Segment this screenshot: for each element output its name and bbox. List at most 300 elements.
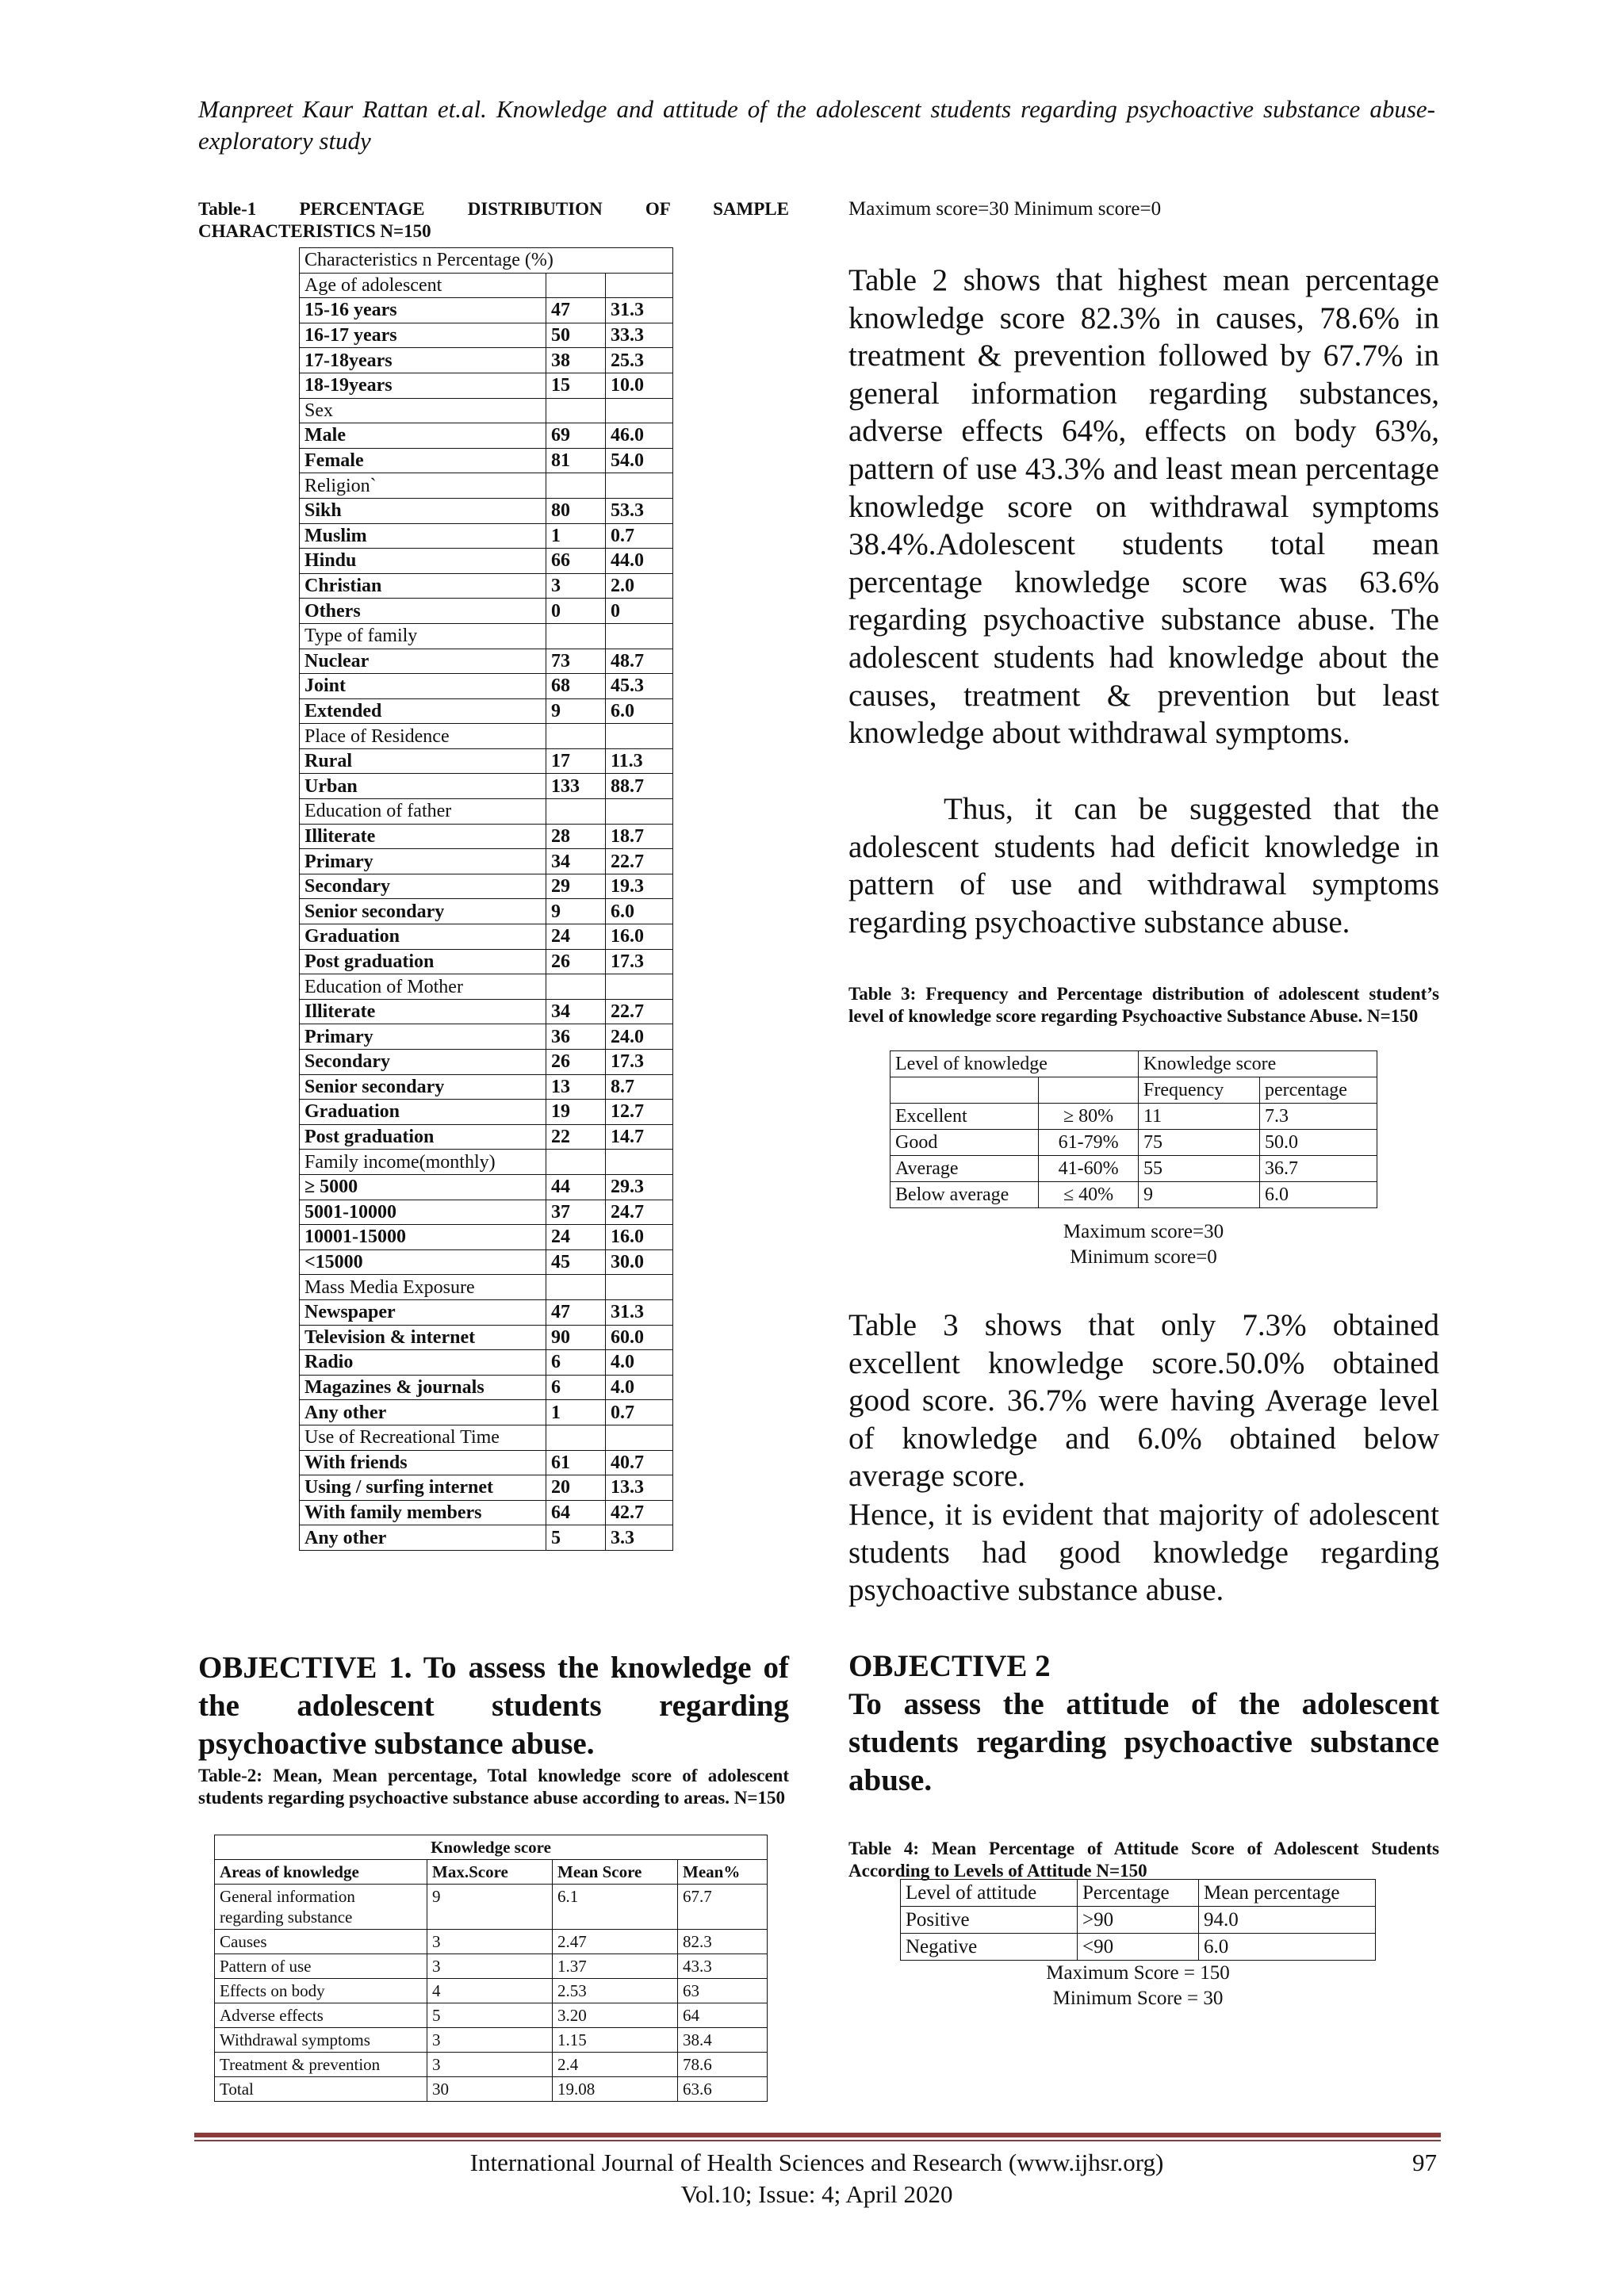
table1-label: Post graduation [300,949,546,974]
score-note: Maximum score=30 Minimum score=0 [848,198,1162,220]
table2-cell: Treatment & prevention [215,2053,427,2077]
table1-label: 10001-15000 [300,1225,546,1250]
table1-percent [606,1425,673,1450]
table2-group-header: Knowledge score [215,1835,768,1860]
table4-row [901,1934,1376,1961]
table1-label: Religion` [300,473,546,499]
table1-row [300,698,673,724]
table1-percent: 53.3 [606,498,673,523]
table1-row [300,549,673,574]
table2-header: Mean Score [553,1860,678,1885]
table2-cell: 1.15 [553,2028,678,2053]
table1-label: Others [300,599,546,624]
table1-row [300,824,673,849]
table1-label: Mass Media Exposure [300,1275,546,1300]
table1-n: 1 [546,523,606,549]
table2-cell: 6.1 [553,1885,678,1930]
table1-row [300,599,673,624]
table1-label: Type of family [300,623,546,649]
table3-cell: 36.7 [1260,1156,1377,1182]
table1-n [546,724,606,749]
table2-cell: 43.3 [678,1954,768,1979]
table1-percent [606,398,673,423]
table1-n: 36 [546,1024,606,1050]
table2-row [215,2053,768,2077]
table1-percent: 45.3 [606,674,673,699]
table1-row [300,1050,673,1075]
table2-cell: 63 [678,1979,768,2003]
table2-cell: 78.6 [678,2053,768,2077]
table1-n: 19 [546,1100,606,1125]
table1-percent: 33.3 [606,323,673,348]
table1-percent: 24.0 [606,1024,673,1050]
table1-n: 68 [546,674,606,699]
table2-cell: 30 [427,2077,553,2102]
table2-row [215,2077,768,2102]
table1-n: 24 [546,924,606,950]
table1-n: 6 [546,1350,606,1376]
table4-header: Level of attitude [901,1880,1078,1907]
table1-row [300,899,673,924]
table1-n [546,1275,606,1300]
table1-percent: 4.0 [606,1350,673,1376]
table1-row [300,1150,673,1175]
table1-percent: 16.0 [606,924,673,950]
table1-n: 34 [546,999,606,1024]
table1-n: 17 [546,748,606,774]
table1-n: 64 [546,1500,606,1525]
table1-n [546,799,606,825]
table3-cell: 61-79% [1039,1130,1139,1156]
table1-label: Christian [300,573,546,599]
table1-row [300,1400,673,1425]
table3-cell: ≥ 80% [1039,1104,1139,1130]
table2-cell: Pattern of use [215,1954,427,1979]
table1-n: 47 [546,1299,606,1325]
table4-cell: >90 [1078,1907,1199,1934]
table1-row [300,498,673,523]
table4-cell: Positive [901,1907,1078,1934]
table1-label: <15000 [300,1249,546,1275]
table2-cell: 1.37 [553,1954,678,1979]
table1-n: 28 [546,824,606,849]
table1-n: 80 [546,498,606,523]
table1-row [300,1174,673,1200]
table1-percent: 31.3 [606,298,673,323]
table1-percent: 42.7 [606,1500,673,1525]
table1-percent: 48.7 [606,649,673,674]
table1-row [300,573,673,599]
table1-label: Education of Mother [300,974,546,1000]
table1-label: Muslim [300,523,546,549]
table1-label: Radio [300,1350,546,1376]
table1-label: 5001-10000 [300,1200,546,1225]
table2-cell: 19.08 [553,2077,678,2102]
table2-cell: 9 [427,1885,553,1930]
table2 [214,1835,768,2102]
table1-row [300,423,673,449]
table4-row [901,1907,1376,1934]
table2-cell: 5 [427,2003,553,2028]
table1-n: 29 [546,874,606,899]
table1-row [300,774,673,799]
table1-n: 34 [546,849,606,874]
table1-row [300,1350,673,1376]
objective1-heading: OBJECTIVE 1. To assess the knowledge of the adolescent students regarding psychoactive substance abuse. [198,1651,789,1761]
paragraph: Table 2 shows that highest mean percentage knowledge score 82.3% in causes, 78.6% in treatment & prevention followed by 67.7% in general information regarding substances, adverse effects 64%, effects on body 63%, pattern of use 43.3% and least mean percentage knowledge score on withdrawal symptoms 38.4%.Adolescent students total mean percentage knowledge score was 63.6% regarding psychoactive substance abuse. The adolescent students had knowledge about the causes, treatment & prevention but least knowledge about withdrawal symptoms. [848,263,1439,751]
table1-n: 3 [546,573,606,599]
table1-row [300,1375,673,1400]
table1-percent [606,799,673,825]
table3-header: Knowledge score [1139,1051,1377,1077]
table2-cell: 67.7 [678,1885,768,1930]
table1-label: Senior secondary [300,899,546,924]
table1-label: Secondary [300,874,546,899]
table1-percent: 31.3 [606,1299,673,1325]
table1-row [300,1124,673,1150]
table1-label: Illiterate [300,824,546,849]
table1-n: 1 [546,1400,606,1425]
table1-row [300,949,673,974]
table3-subheader: percentage [1260,1077,1377,1104]
table1-n: 13 [546,1074,606,1100]
table1-row [300,1275,673,1300]
table1-n: 73 [546,649,606,674]
table4-caption: Table 4: Mean Percentage of Attitude Score of Adolescent Students According to Levels of Attitude N=150 [848,1839,1439,1881]
table1-row [300,523,673,549]
table1-label: Sex [300,398,546,423]
table1-n: 26 [546,949,606,974]
table1-row [300,298,673,323]
table1-percent [606,273,673,298]
table3 [890,1050,1377,1208]
table1-label: Any other [300,1400,546,1425]
table1-row [300,448,673,473]
table1-percent [606,1275,673,1300]
table1-percent: 10.0 [606,373,673,398]
running-header: Manpreet Kaur Rattan et.al. Knowledge and attitude of the adolescent students regarding psychoactive substance abuse-exploratory study [198,95,1435,155]
table1-n: 9 [546,899,606,924]
table1-row [300,273,673,298]
table1-percent: 6.0 [606,698,673,724]
table1-n: 47 [546,298,606,323]
objective2-text: To assess the attitude of the adolescent students regarding psychoactive substance abuse. [848,1687,1439,1797]
table1-percent: 88.7 [606,774,673,799]
table2-cell: 3.20 [553,2003,678,2028]
table2-cell: 2.53 [553,1979,678,2003]
table1-percent: 29.3 [606,1174,673,1200]
table1-percent: 6.0 [606,899,673,924]
table1-n: 5 [546,1525,606,1551]
table3-note-max: Maximum score=30 [1063,1221,1224,1242]
table1-label: ≥ 5000 [300,1174,546,1200]
footer [198,2147,1435,2210]
table1-percent: 0.7 [606,523,673,549]
paragraph: Thus, it can be suggested that the adolescent students had deficit knowledge in pattern of use and withdrawal symptoms regarding psychoactive substance abuse. [848,792,1439,939]
table1-percent: 44.0 [606,549,673,574]
table2-row [215,1954,768,1979]
table1-n [546,1150,606,1175]
table1-row [300,1100,673,1125]
table2-row [215,2003,768,2028]
table1-percent [606,974,673,1000]
table1-label: Extended [300,698,546,724]
table1-percent: 17.3 [606,1050,673,1075]
table2-cell: 82.3 [678,1930,768,1954]
table1-percent: 3.3 [606,1525,673,1551]
table1-n: 45 [546,1249,606,1275]
table1-percent: 17.3 [606,949,673,974]
table1-row [300,323,673,348]
paragraph: Hence, it is evident that majority of adolescent students had good knowledge regarding psychoactive substance abuse. [848,1498,1439,1608]
table3-cell: 11 [1139,1104,1260,1130]
table2-cell: Adverse effects [215,2003,427,2028]
table2-caption: Table-2: Mean, Mean percentage, Total knowledge score of adolescent students regarding psychoactive substance abuse according to areas. N=150 [198,1766,789,1808]
table1-label: Nuclear [300,649,546,674]
table1-n: 0 [546,599,606,624]
table1-percent: 4.0 [606,1375,673,1400]
table1-n: 24 [546,1225,606,1250]
table1-percent: 12.7 [606,1100,673,1125]
table2-row [215,1979,768,2003]
table1-n: 9 [546,698,606,724]
table1-label: Joint [300,674,546,699]
table2-cell: Effects on body [215,1979,427,2003]
table2-header: Mean% [678,1860,768,1885]
table1-row [300,674,673,699]
table1-percent: 40.7 [606,1450,673,1475]
table1-row [300,799,673,825]
table1-label: Age of adolescent [300,273,546,298]
table1-label: Using / surfing internet [300,1475,546,1501]
table1-row [300,1200,673,1225]
table1-label: Rural [300,748,546,774]
table4-note-min: Minimum Score = 30 [1052,1988,1224,2009]
table1-label: Education of father [300,799,546,825]
table1-percent: 54.0 [606,448,673,473]
table1-percent: 19.3 [606,874,673,899]
table1-label: Sikh [300,498,546,523]
table1-label: Illiterate [300,999,546,1024]
table2-cell: 3 [427,1954,553,1979]
table1-label: Magazines & journals [300,1375,546,1400]
table1-label: 17-18years [300,348,546,373]
table1-n: 66 [546,549,606,574]
table1-label: With family members [300,1500,546,1525]
table1-percent: 13.3 [606,1475,673,1501]
table3-row [891,1156,1377,1182]
table1-label: Graduation [300,924,546,950]
table1-percent: 16.0 [606,1225,673,1250]
table1-percent: 22.7 [606,849,673,874]
table1-label: 18-19years [300,373,546,398]
table2-header: Max.Score [427,1860,553,1885]
table3-header: Level of knowledge [891,1051,1139,1077]
table3-cell: Good [891,1130,1039,1156]
table1-row [300,1225,673,1250]
table2-cell: 3 [427,2053,553,2077]
table1-row [300,999,673,1024]
table2-header: Areas of knowledge [215,1860,427,1885]
table1-label: With friends [300,1450,546,1475]
table1-row [300,348,673,373]
table1-n: 44 [546,1174,606,1200]
table4-header: Mean percentage [1199,1880,1376,1907]
table1-label: Senior secondary [300,1074,546,1100]
table3-note-min: Minimum score=0 [1070,1246,1217,1268]
table3-row [891,1104,1377,1130]
table1-percent: 25.3 [606,348,673,373]
page-number: 97 [1412,2149,1437,2176]
table2-cell: 38.4 [678,2028,768,2053]
table2-row [215,2028,768,2053]
table1-n [546,1425,606,1450]
table2-cell: Total [215,2077,427,2102]
table3-cell: 75 [1139,1130,1260,1156]
table4-cell: 6.0 [1199,1934,1376,1961]
table1-label: Post graduation [300,1124,546,1150]
table3-cell: 9 [1139,1182,1260,1208]
table2-cell: 64 [678,2003,768,2028]
table3-cell: Below average [891,1182,1039,1208]
table1-row [300,248,673,274]
table1-row [300,1475,673,1501]
table1-percent: 2.0 [606,573,673,599]
table1-percent: 22.7 [606,999,673,1024]
table3-cell: ≤ 40% [1039,1182,1139,1208]
table4-cell: 94.0 [1199,1907,1376,1934]
table3-cell: Excellent [891,1104,1039,1130]
table1-row [300,748,673,774]
table1-row [300,849,673,874]
table1-row [300,724,673,749]
footer-volume: Vol.10; Issue: 4; April 2020 [680,2180,953,2208]
table1-label: Urban [300,774,546,799]
table1-row [300,924,673,950]
table1-header: Characteristics n Percentage (%) [300,248,673,274]
objective2-title: OBJECTIVE 2 [848,1649,1051,1683]
table4-header: Percentage [1078,1880,1199,1907]
table1-percent: 14.7 [606,1124,673,1150]
table1-n: 22 [546,1124,606,1150]
table2-cell: 3 [427,2028,553,2053]
table2-cell: General information regarding substance [215,1885,427,1930]
table2-cell: 2.47 [553,1930,678,1954]
table1-percent [606,1150,673,1175]
table1-n: 37 [546,1200,606,1225]
table4-note-max: Maximum Score = 150 [1046,1962,1230,1984]
table1-row [300,1074,673,1100]
table2-cell: 3 [427,1930,553,1954]
table1-n: 133 [546,774,606,799]
table3-cell: 41-60% [1039,1156,1139,1182]
table4-cell: <90 [1078,1934,1199,1961]
table1-n: 15 [546,373,606,398]
table1-n: 20 [546,1475,606,1501]
footer-rule [194,2133,1441,2137]
table1-label: Television & internet [300,1325,546,1350]
table1-percent [606,724,673,749]
table2-cell: 63.6 [678,2077,768,2102]
table1-percent: 30.0 [606,1249,673,1275]
table1-label: Female [300,448,546,473]
table1-n: 90 [546,1325,606,1350]
table1-row [300,1024,673,1050]
table1-percent [606,623,673,649]
table1-row [300,649,673,674]
table2-cell: 2.4 [553,2053,678,2077]
table1-row [300,623,673,649]
table1-percent: 18.7 [606,824,673,849]
table1-row [300,1500,673,1525]
table1-row [300,373,673,398]
table1-percent: 8.7 [606,1074,673,1100]
table1-row [300,1450,673,1475]
table3-row [891,1182,1377,1208]
table1-label: 15-16 years [300,298,546,323]
table1-row [300,1525,673,1551]
table1-row [300,1299,673,1325]
table3-cell: 55 [1139,1156,1260,1182]
table1-percent: 0.7 [606,1400,673,1425]
table1-row [300,1249,673,1275]
paragraph: Table 3 shows that only 7.3% obtained excellent knowledge score.50.0% obtained good score. 36.7% were having Average level of knowledge and 6.0% obtained below average score. [848,1308,1439,1494]
table3-cell: Average [891,1156,1039,1182]
table1-percent: 0 [606,599,673,624]
footer-journal: International Journal of Health Sciences and Research (www.ijhsr.org) [469,2149,1164,2176]
table2-cell: 4 [427,1979,553,2003]
table1-n: 81 [546,448,606,473]
table1-n: 6 [546,1375,606,1400]
objective2-heading [848,1647,1439,1800]
table1-n [546,974,606,1000]
table3-subheader: Frequency [1139,1077,1260,1104]
table1-label: Hindu [300,549,546,574]
table1-row [300,1325,673,1350]
table1 [299,247,673,1551]
table1-n [546,623,606,649]
table3-cell: 50.0 [1260,1130,1377,1156]
table1-n [546,473,606,499]
table1-row [300,398,673,423]
table1-label: Family income(monthly) [300,1150,546,1175]
table1-n: 38 [546,348,606,373]
table1-n: 26 [546,1050,606,1075]
table1-percent: 24.7 [606,1200,673,1225]
table1-percent: 60.0 [606,1325,673,1350]
table3-row [891,1130,1377,1156]
table1-label: Primary [300,849,546,874]
table1-n: 50 [546,323,606,348]
table3-cell: 6.0 [1260,1182,1377,1208]
table1-label: Place of Residence [300,724,546,749]
table4-cell: Negative [901,1934,1078,1961]
table1-n [546,273,606,298]
table1-label: Any other [300,1525,546,1551]
table2-cell: Withdrawal symptoms [215,2028,427,2053]
table3-cell: 7.3 [1260,1104,1377,1130]
table1-label: Primary [300,1024,546,1050]
table1-n: 69 [546,423,606,449]
table2-row [215,1885,768,1930]
table1-percent [606,473,673,499]
table1-row [300,974,673,1000]
table1-row [300,1425,673,1450]
table1-label: Use of Recreational Time [300,1425,546,1450]
table1-row [300,874,673,899]
table1-row [300,473,673,499]
table4 [900,1879,1376,1961]
